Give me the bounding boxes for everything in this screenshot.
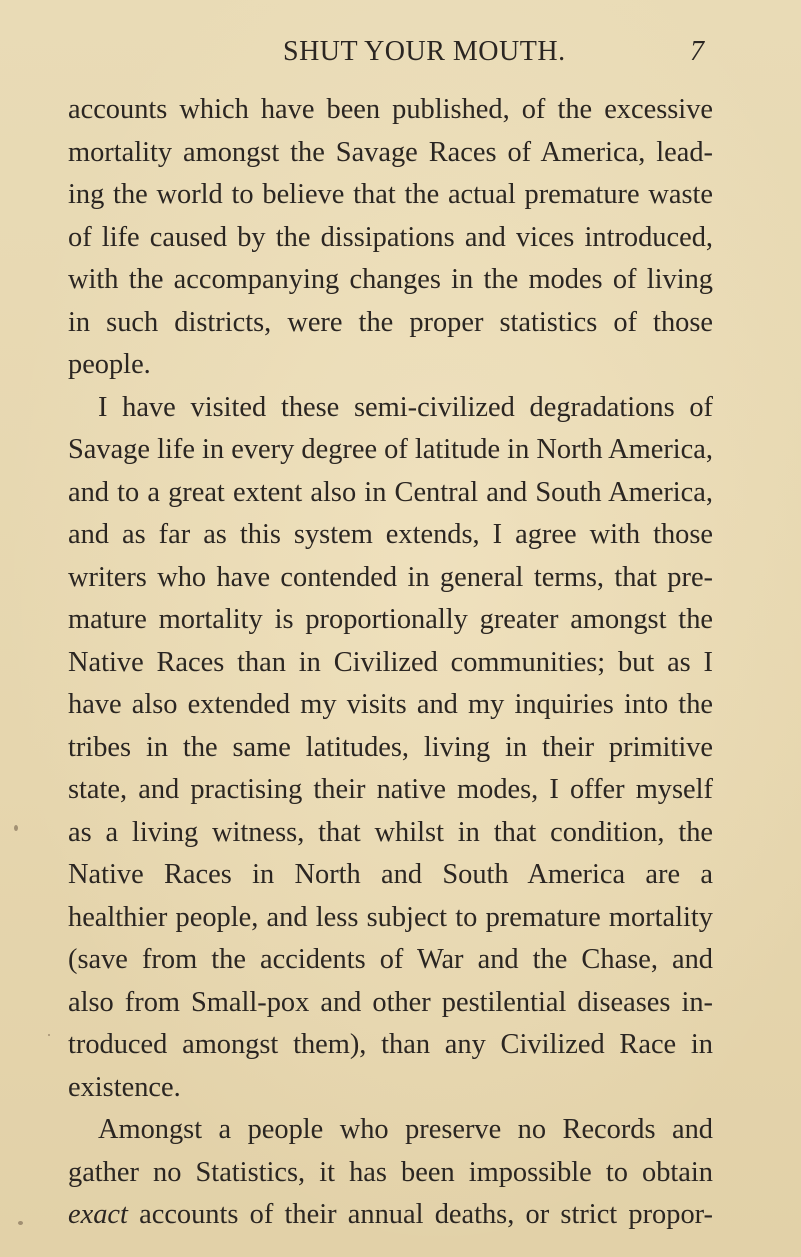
- emphasis-exact: exact: [68, 1199, 128, 1230]
- text-line: ing the world to believe that the actual premature waste: [68, 179, 713, 210]
- text-line: and as far as this system extends, I agree with those: [68, 519, 713, 550]
- text-line: accounts which have been published, of the excessive: [68, 94, 713, 125]
- text-line: Native Races in North and South America are a: [68, 859, 713, 890]
- text-line: tribes in the same latitudes, living in their primitive: [68, 731, 713, 763]
- paper-speck: [48, 1034, 50, 1036]
- text-line: state, and practising their native modes, I offer myself: [68, 774, 713, 805]
- body-text: [68, 89, 713, 1237]
- text-line: in such districts, were the proper statistics of those: [68, 306, 713, 338]
- text-line: have also extended my visits and my inquiries into the: [68, 689, 713, 720]
- text-line: Savage life in every degree of latitude in North America,: [68, 434, 713, 465]
- text-line: I have visited these semi-civilized degradations of: [98, 391, 713, 423]
- text-line: Native Races than in Civilized communities; but as I: [68, 646, 713, 678]
- text-line: gather no Statistics, it has been impossible to obtain: [68, 1156, 713, 1188]
- text-line-final: [68, 1194, 713, 1237]
- final-line-rest: accounts of their annual deaths, or strict propor-: [127, 1199, 713, 1230]
- text-line: mortality amongst the Savage Races of America, lead-: [68, 136, 713, 168]
- text-line: of life caused by the dissipations and vices introduced,: [68, 221, 713, 253]
- text-line: also from Small-pox and other pestilential diseases in-: [68, 986, 713, 1018]
- text-line: Amongst a people who preserve no Records and: [98, 1114, 713, 1145]
- paper-speck: [18, 1221, 23, 1225]
- text-line: as a living witness, that whilst in that condition, the: [68, 816, 713, 848]
- text-line: (save from the accidents of War and the Chase, and: [68, 944, 713, 975]
- text-line: mature mortality is proportionally greater amongst the: [68, 604, 713, 635]
- paper-speck: [14, 825, 18, 831]
- text-line: troduced amongst them), than any Civilized Race in: [68, 1029, 713, 1060]
- text-line: healthier people, and less subject to premature mortality: [68, 901, 713, 933]
- page-number: 7: [690, 36, 704, 67]
- text-line: people.: [68, 349, 151, 380]
- running-title: SHUT YOUR MOUTH.: [283, 36, 566, 67]
- running-head: [0, 36, 801, 76]
- text-line: and to a great extent also in Central and South America,: [68, 476, 713, 508]
- text-line: existence.: [68, 1071, 181, 1103]
- text-line: writers who have contended in general terms, that pre-: [68, 561, 713, 593]
- text-line: with the accompanying changes in the modes of living: [68, 264, 713, 295]
